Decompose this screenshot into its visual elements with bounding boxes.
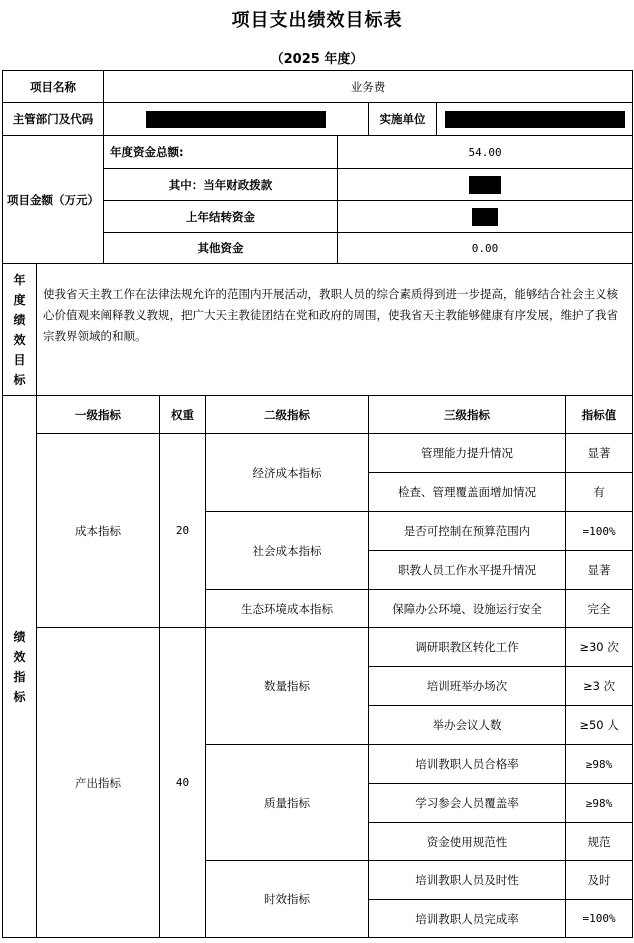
level3-item: 培训教职人员完成率 [369, 900, 566, 938]
annual-total-value: 54.00 [338, 136, 633, 169]
redaction-block [472, 208, 498, 226]
project-name-label: 项目名称 [3, 71, 104, 103]
level3-item: 举办会议人数 [369, 706, 566, 745]
level2-timeliness: 时效指标 [206, 861, 369, 938]
level2-quality: 质量指标 [206, 745, 369, 861]
implementing-unit-label: 实施单位 [369, 103, 437, 136]
level3-item: 培训教职人员合格率 [369, 745, 566, 784]
redaction-block [146, 111, 326, 128]
other-funds-value: 0.00 [338, 233, 633, 264]
level1-output: 产出指标 [37, 628, 160, 938]
level1-cost: 成本指标 [37, 434, 160, 628]
indicator-value: ≥3 次 [566, 667, 633, 706]
fiscal-year: （2025 年度） [270, 52, 364, 67]
performance-indicators-label: 绩 效 指 标 [3, 396, 37, 938]
department-label: 主管部门及代码 [3, 103, 104, 136]
level3-item: 调研职教区转化工作 [369, 628, 566, 667]
header-value: 指标值 [566, 396, 633, 434]
performance-target-table [2, 70, 633, 938]
level3-item: 保障办公环境、设施运行安全 [369, 590, 566, 628]
indicator-value: ≥98% [566, 784, 633, 823]
indicator-value: ≥50 人 [566, 706, 633, 745]
carryover-funds-label: 上年结转资金 [104, 201, 338, 233]
level3-item: 职教人员工作水平提升情况 [369, 551, 566, 590]
weight-cost: 20 [160, 434, 206, 628]
level2-economic-cost: 经济成本指标 [206, 434, 369, 512]
level3-item: 是否可控制在预算范围内 [369, 512, 566, 551]
level3-item: 学习参会人员覆盖率 [369, 784, 566, 823]
indicator-value: 及时 [566, 861, 633, 900]
fiscal-appropriation-label: 其中：当年财政拨款 [104, 169, 338, 201]
indicator-value: 显著 [566, 434, 633, 473]
carryover-funds-value-redacted [338, 201, 633, 233]
page-title: 项目支出绩效目标表 [231, 10, 403, 31]
redaction-block [445, 111, 625, 128]
indicator-value: 完全 [566, 590, 633, 628]
fiscal-appropriation-value-redacted [338, 169, 633, 201]
other-funds-label: 其他资金 [104, 233, 338, 264]
header-level1: 一级指标 [37, 396, 160, 434]
table-row [3, 628, 633, 667]
header-level2: 二级指标 [206, 396, 369, 434]
header-weight: 权重 [160, 396, 206, 434]
level2-ecological-cost: 生态环境成本指标 [206, 590, 369, 628]
indicator-value: =100% [566, 900, 633, 938]
implementing-unit-value-redacted [437, 103, 633, 136]
department-value-redacted [104, 103, 369, 136]
level3-item: 管理能力提升情况 [369, 434, 566, 473]
project-amount-label: 项目金额（万元） [3, 136, 104, 264]
level2-quantity: 数量指标 [206, 628, 369, 745]
indicator-value: ≥98% [566, 745, 633, 784]
level3-item: 资金使用规范性 [369, 823, 566, 861]
level2-social-cost: 社会成本指标 [206, 512, 369, 590]
indicator-value: 有 [566, 473, 633, 512]
annual-goal-text: 使我省天主教工作在法律法规允许的范围内开展活动，教职人员的综合素质得到进一步提高，能够结合社会主义核心价值观来阐释教义教规，把广大天主教徒团结在党和政府的周围，使我省天主教能够健康有序发展，维护了我省宗教界领域的和顺。 [37, 264, 633, 396]
annual-goal-label: 年 度 绩 效 目 标 [3, 264, 37, 396]
annual-total-label: 年度资金总额: [104, 136, 338, 169]
indicator-value: 显著 [566, 551, 633, 590]
level3-item: 检查、管理覆盖面增加情况 [369, 473, 566, 512]
redaction-block [469, 176, 501, 194]
level3-item: 培训教职人员及时性 [369, 861, 566, 900]
indicator-value: =100% [566, 512, 633, 551]
weight-output: 40 [160, 628, 206, 938]
indicator-value: ≥30 次 [566, 628, 633, 667]
project-name-value: 业务费 [104, 71, 633, 103]
header-level3: 三级指标 [369, 396, 566, 434]
indicator-value: 规范 [566, 823, 633, 861]
table-row [3, 434, 633, 473]
level3-item: 培训班举办场次 [369, 667, 566, 706]
